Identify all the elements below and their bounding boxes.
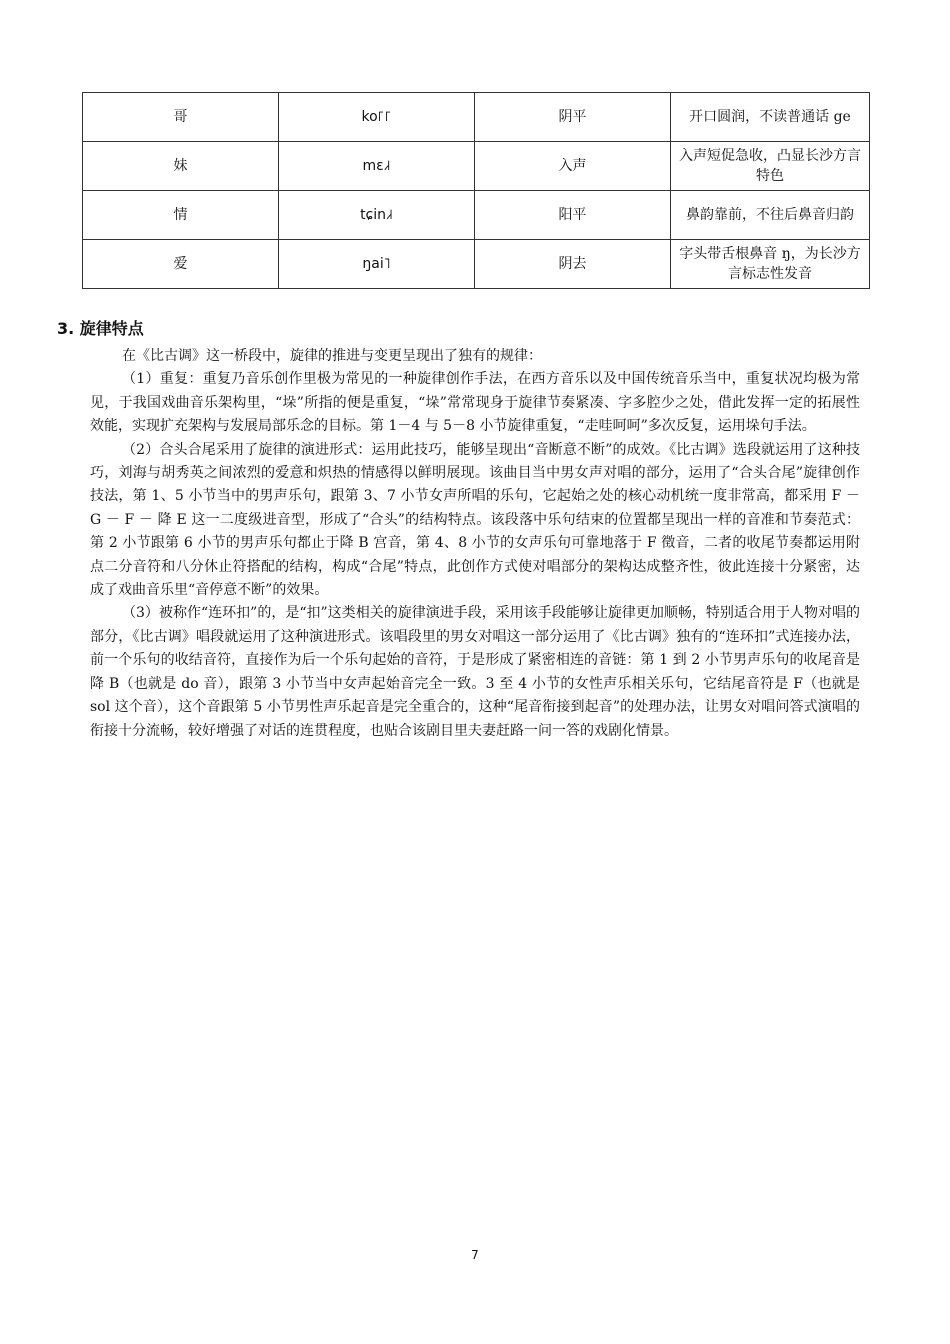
cell-note: 鼻韵靠前，不往后鼻音归韵 <box>671 191 870 240</box>
cell-ipa: ko꜒꜒ <box>279 93 475 142</box>
paragraph-repetition: （1）重复：重复乃音乐创作里极为常见的一种旋律创作手法，在西方音乐以及中国传统音乐当中，重复状况均极为常见，于我国戏曲音乐架构里，“垛”所指的便是重复，“垛”常常现身于旋律节奏紧凑、字多腔少之处，借此发挥一定的拓展性效能，实现扩充架构与发展局部乐念的目标。第 1－4 与 5－8 小节旋律重复，“走哇呵呵”多次反复，运用垛句手法。 <box>90 371 860 435</box>
paragraph-intro: 在《比古调》这一桥段中，旋律的推进与变更呈现出了独有的规律： <box>122 348 542 364</box>
paragraph-chain-link: （3）被称作“连环扣”的，是“扣”这类相关的旋律演进手段，采用该手段能够让旋律更加顺畅，特别适合用于人物对唱的部分，《比古调》唱段就运用了这种演进形式。该唱段里的男女对唱这一部分运用了《比古调》独有的“连环扣”式连接办法，前一个乐句的收结音符，直接作为后一个乐句起始的音符，于是形成了紧密相连的音链：第 1 到 2 小节男声乐句的收尾音是降 B（也就是 do 音），跟第 3 小节当中女声起始音完全一致。3 至 4 小节的女性声乐相关乐句，它结尾音符是 F（也就是 sol 这个音），这个音跟第 5 小节男性声乐起音是完全重合的，这种“尾音衔接到起音”的处理办法，让男女对唱问答式演唱的衔接十分流畅，较好增强了对话的连贯程度，也贴合该剧目里夫妻赶路一问一答的戏剧化情景。 <box>90 605 860 739</box>
table-row <box>83 93 870 142</box>
cell-ipa: ŋai˥ <box>279 240 475 289</box>
table-row <box>83 142 870 191</box>
cell-tone: 阴去 <box>475 240 671 289</box>
cell-ipa: mɛ˩˧ <box>279 142 475 191</box>
table-row <box>83 240 870 289</box>
cell-tone: 阴平 <box>475 93 671 142</box>
cell-note: 入声短促急收，凸显长沙方言特色 <box>671 142 870 191</box>
paragraph-head-tail: （2）合头合尾采用了旋律的演进形式：运用此技巧，能够呈现出“音断意不断”的成效。《比古调》选段就运用了这种技巧，刘海与胡秀英之间浓烈的爱意和炽热的情感得以鲜明展现。该曲目当中男女声对唱的部分，运用了“合头合尾”旋律创作技法，第 1、5 小节当中的男声乐句，跟第 3、7 小节女声所唱的乐句，它起始之处的核心动机统一度非常高，都采用 F － G － F － 降 E 这一二度级进音型，形成了“合头”的结构特点。该段落中乐句结束的位置都呈现出一样的音准和节奏范式：第 2 小节跟第 6 小节的男声乐句都止于降 B 宫音，第 4、8 小节的女声乐句可靠地落于 F 徵音，二者的收尾节奏都运用附点二分音符和八分休止符搭配的结构，构成“合尾”特点，此创作方式使对唱部分的架构达成整齐性，彼此连接十分紧密，达成了戏曲音乐里“音停意不断”的效果。 <box>90 441 860 599</box>
pronunciation-table <box>82 92 870 289</box>
section-body <box>90 345 860 743</box>
cell-ipa: tɕin˩˧ <box>279 191 475 240</box>
page-number: 7 <box>471 1248 479 1262</box>
section-heading: 3. 旋律特点 <box>57 319 144 338</box>
cell-note: 字头带舌根鼻音 ŋ，为长沙方言标志性发音 <box>671 240 870 289</box>
cell-character: 妹 <box>83 142 279 191</box>
cell-character: 爱 <box>83 240 279 289</box>
cell-tone: 阳平 <box>475 191 671 240</box>
cell-character: 情 <box>83 191 279 240</box>
cell-character: 哥 <box>83 93 279 142</box>
cell-tone: 入声 <box>475 142 671 191</box>
cell-note: 开口圆润，不读普通话 ge <box>671 93 870 142</box>
table-row <box>83 191 870 240</box>
